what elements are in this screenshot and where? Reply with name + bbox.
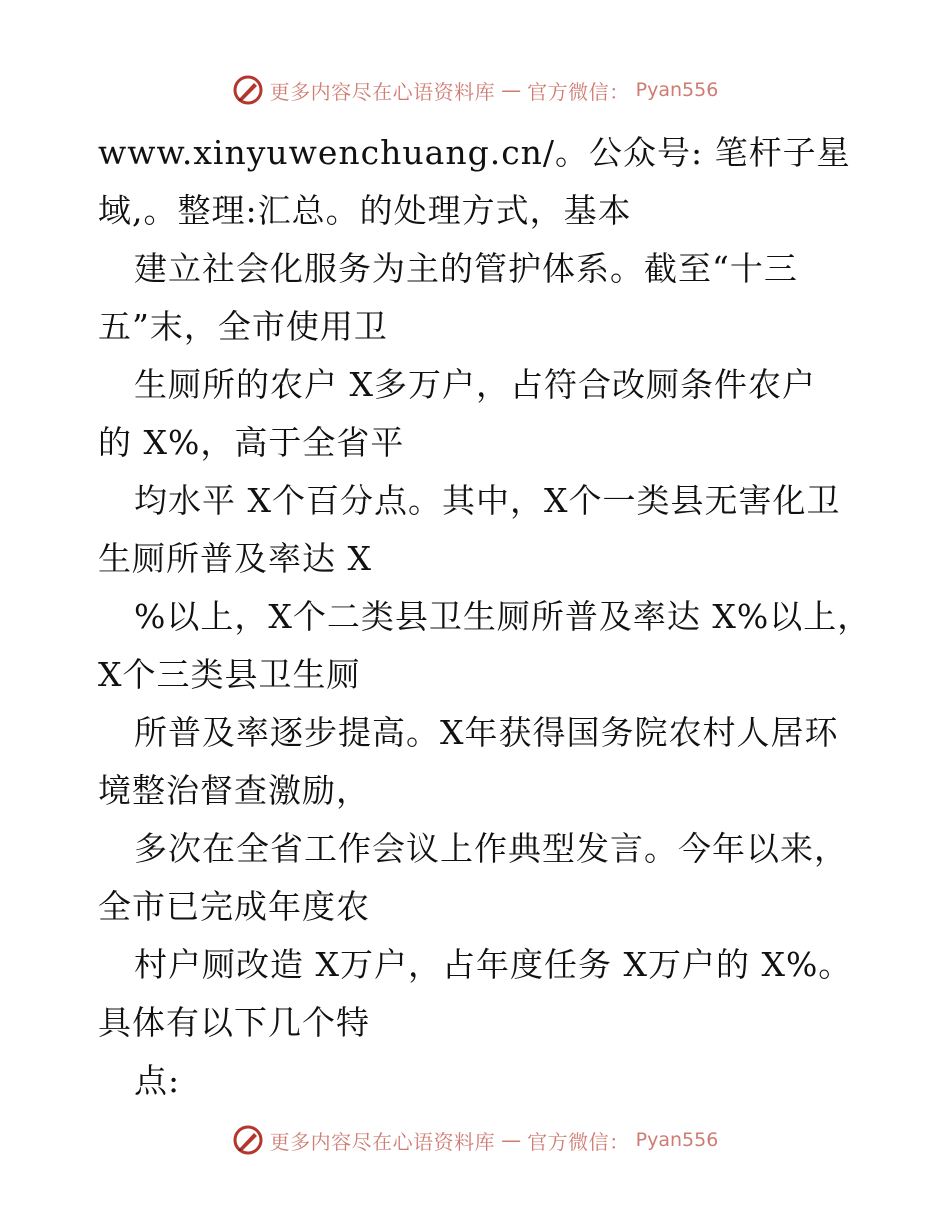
body-line: 所普及率逐步提高。X年获得国务院农村人居环 <box>134 713 839 752</box>
banner-dash: — <box>501 78 522 102</box>
body-line: %以上，X个二类县卫生厕所普及率达 X%以上， <box>134 597 872 636</box>
body-line: 生厕所的农户 X多万户，占符合改厕条件农户 <box>134 365 816 404</box>
body-line: 村户厕改造 X万户，占年度任务 X万户的 X%。 <box>134 945 853 984</box>
footer-banner <box>0 1120 950 1160</box>
pen-logo-icon <box>232 74 264 106</box>
banner-wechat-id: Pyan556 <box>635 1129 719 1151</box>
body-line: 多次在全省工作会议上作典型发言。今年以来， <box>134 829 848 868</box>
body-line: 生厕所普及率达 X <box>98 539 372 578</box>
body-line: 均水平 X个百分点。其中，X个一类县无害化卫 <box>134 481 841 520</box>
pen-logo-icon <box>232 1124 264 1156</box>
header-banner <box>0 70 950 110</box>
body-line: 的 X%，高于全省平 <box>98 423 405 462</box>
body-line: 境整治督查激励， <box>98 771 370 810</box>
banner-site-text: 更多内容尽在心语资料库 <box>269 1129 496 1154</box>
banner-dash: — <box>501 1128 522 1152</box>
body-line: 域,。整理:汇总。的处理方式，基本 <box>98 191 632 230</box>
body-line: 全市已完成年度农 <box>98 887 370 926</box>
body-line: X个三类县卫生厕 <box>98 655 361 694</box>
banner-site-text: 更多内容尽在心语资料库 <box>269 79 496 104</box>
body-line: 建立社会化服务为主的管护体系。截至“十三 <box>134 249 798 288</box>
banner-wechat-label: 官方微信： <box>527 1129 630 1154</box>
body-line: 点: <box>134 1061 181 1100</box>
document-body <box>98 124 872 1110</box>
banner-wechat-id: Pyan556 <box>635 79 719 101</box>
body-line: www.xinyuwenchuang.cn/。公众号: 笔杆子星 <box>98 133 851 172</box>
body-line: 具体有以下几个特 <box>98 1003 370 1042</box>
body-line: 五”末，全市使用卫 <box>98 307 388 346</box>
banner-wechat-label: 官方微信： <box>527 79 630 104</box>
